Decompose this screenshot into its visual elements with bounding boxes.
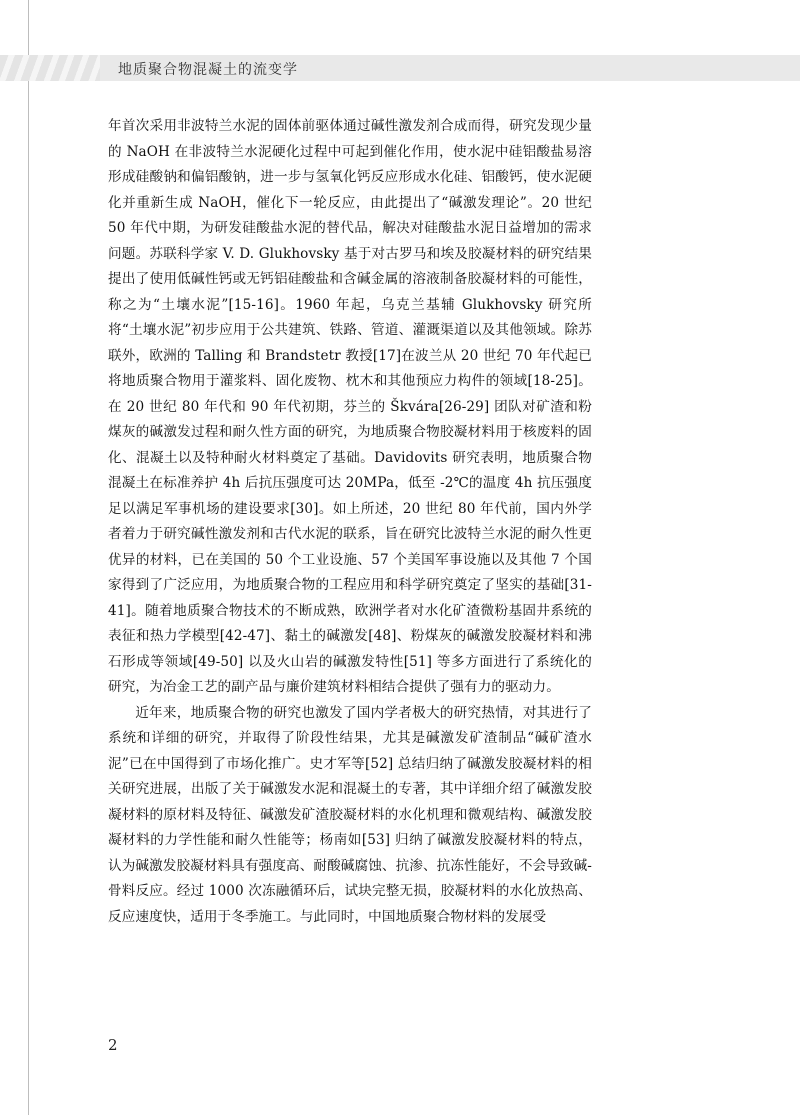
- header-band-stripes: [0, 55, 100, 81]
- paragraph-1: 年首次采用非波特兰水泥的固体前驱体通过碱性激发剂合成而得，研究发现少量的 NaOH 在非波特兰水泥硬化过程中可起到催化作用，使水泥中硅铝酸盐易溶形成硅酸钠和偏铝酸钠，进一步与氢氧化钙反应形成水化硅、铝酸钙，使水泥硬化并重新生成 NaOH，催化下一轮反应，由此提出了“碱激发理论”。20 世纪 50 年代中期，为研发硅酸盐水泥的替代品，解决对硅酸盐水泥日益增加的需求问题。苏联科学家 V. D. Glukhovsky 基于对古罗马和埃及胶凝材料的研究结果提出了使用低碱性钙或无钙铝硅酸盐和含碱金属的溶液制备胶凝材料的可能性，称之为“土壤水泥”[15-16]。1960 年起，乌克兰基辅 Glukhovsky 研究所将“土壤水泥”初步应用于公共建筑、铁路、管道、灌溉渠道以及其他领域。除苏联外，欧洲的 Talling 和 Brandstetr 教授[17]在波兰从 20 世纪 70 年代起已将地质聚合物用于灌浆料、固化废物、枕木和其他预应力构件的领域[18-25]。在 20 世纪 80 年代和 90 年代初期，芬兰的 Škvára[26-29] 团队对矿渣和粉煤灰的碱激发过程和耐久性方面的研究，为地质聚合物胶凝材料用于核废料的固化、混凝土以及特种耐火材料奠定了基础。Davidovits 研究表明，地质聚合物混凝土在标准养护 4h 后抗压强度可达 20MPa，低至 -2℃的温度 4h 抗压强度足以满足军事机场的建设要求[30]。如上所述，20 世纪 80 年代前，国内外学者着力于研究碱性激发剂和古代水泥的联系，旨在研究比波特兰水泥的耐久性更优异的材料，已在美国的 50 个工业设施、57 个美国军事设施以及其他 7 个国家得到了广泛应用，为地质聚合物的工程应用和科学研究奠定了坚实的基础[31-41]。随着地质聚合物技术的不断成熟，欧洲学者对水化矿渣微粉基固井系统的表征和热力学模型[42-47]、黏土的碱激发[48]、粉煤灰的碱激发胶凝材料和沸石形成等领域[49-50] 以及火山岩的碱激发特性[51] 等多方面进行了系统化的研究，为冶金工艺的副产品与廉价建筑材料相结合提供了强有力的驱动力。: [108, 118, 592, 695]
- body-text: [108, 114, 592, 930]
- paragraph-2: 近年来，地质聚合物的研究也激发了国内学者极大的研究热情，对其进行了系统和详细的研究，并取得了阶段性结果，尤其是碱激发矿渣制品“碱矿渣水泥”已在中国得到了市场化推广。史才军等[52] 总结归纳了碱激发胶凝材料的相关研究进展，出版了关于碱激发水泥和混凝土的专著，其中详细介绍了碱激发胶凝材料的原材料及特征、碱激发矿渣胶凝材料的水化机理和微观结构、碱激发胶凝材料的力学性能和耐久性能等；杨南如[53] 归纳了碱激发胶凝材料的特点，认为碱激发胶凝材料具有强度高、耐酸碱腐蚀、抗渗、抗冻性能好，不会导致碱-骨料反应。经过 1000 次冻融循环后，试块完整无损，胶凝材料的水化放热高、反应速度快，适用于冬季施工。与此同时，中国地质聚合物材料的发展受: [108, 704, 592, 925]
- page-number: 2: [108, 1036, 118, 1054]
- running-head-title: 地质聚合物混凝土的流变学: [118, 62, 298, 78]
- page-left-rule: [28, 0, 29, 1115]
